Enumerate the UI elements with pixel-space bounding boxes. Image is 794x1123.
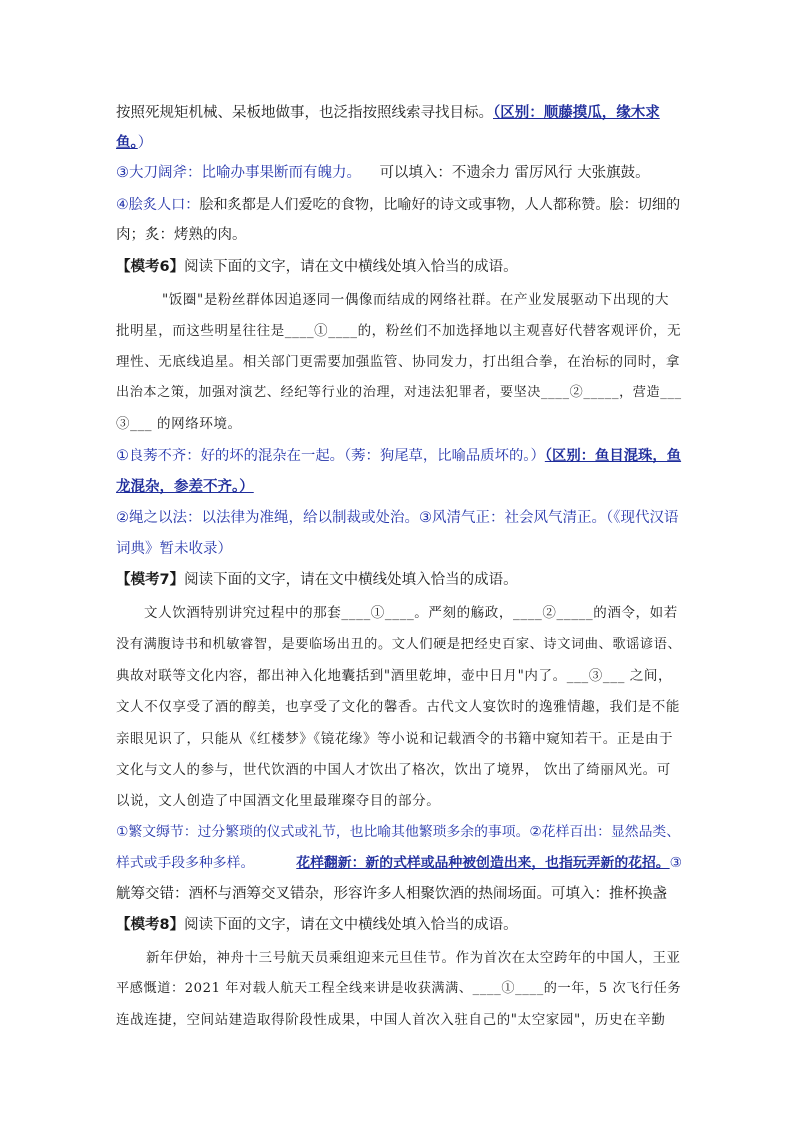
answer-line: 肉；炙：烤熟的肉。 [116,227,247,243]
question-label: 【模考6】 [116,259,185,275]
distinction-note: 龙混杂，参差不齐。） [116,479,254,495]
answer-line: 觥筹交错：酒杯与酒筹交叉错杂，形容许多人相聚饮酒的热闹场面。可填入：推杯换盏 [116,886,667,902]
distinction-note: （区别：鱼目混珠，鱼 [544,448,682,464]
text-line: 鱼。） [116,135,153,151]
passage-line: 亲眼见识了，只能从《红楼梦》《镜花缘》等小说和记载酒令的书籍中窥知若干。正是由于 [116,731,674,747]
text-line: 按照死规矩机械、呆板地做事，也泛指按照线索寻找目标。（区别：顺藤摸瓜，缘木求 [116,105,660,121]
passage-line: 文化与文人的参与，世代饮酒的中国人才饮出了格次，饮出了境界， 饮出了绮丽风光。可 [116,762,671,778]
question-heading: 【模考6】阅读下面的文字，请在文中横线处填入恰当的成语。 [116,259,518,275]
question-label: 【模考7】 [116,572,185,588]
passage-line: ③___ 的网络环境。 [116,416,242,432]
answer-line: ①良莠不齐：好的坏的混杂在一起。（莠：狗尾草，比喻品质坏的。）（区别：鱼目混珠，鱼 [116,448,682,464]
passage-line: 批明星，而这些明星往往是____①____的，粉丝们不加选择地以主观喜好代替客观评价，无 [116,323,682,339]
passage-line: 文人饮酒特别讲究过程中的那套____①____。严刻的觞政，____②_____的酒令，如若 [144,605,678,621]
distinction-note: （区别：顺藤摸瓜，缘木求 [493,105,660,121]
answer-line: ①繁文缛节：过分繁琐的仪式或礼节，也比喻其他繁琐多余的事项。②花样百出：显然品类、 [116,824,681,840]
question-heading: 【模考7】阅读下面的文字，请在文中横线处填入恰当的成语。 [116,572,518,588]
passage-line: 理性、无底线追星。相关部门更需要加强监管、协同发力，打出组合拳，在治标的同时，拿 [116,354,680,370]
distinction-note: 花样翻新：新的式样或品种被创造出来，也指玩弄新的花招。 [296,855,670,871]
passage-line: 以说，文人创造了中国酒文化里最璀璨夺目的部分。 [116,793,441,809]
answer-line: 词典》暂未收录） [116,541,232,557]
question-heading: 【模考8】阅读下面的文字，请在文中横线处填入恰当的成语。 [116,917,518,933]
passage-line: 典故对联等文化内容，都出神入化地囊括到"酒里乾坤，壶中日月"内了。___③___ 之间， [116,668,673,684]
passage-line: 平感慨道：2021 年对载人航天工程全线来讲是收获满满、____①____的一年，5 次飞行任务 [116,981,682,996]
answer-line: ②绳之以法：以法律为准绳，给以制裁或处治。③风清气正：社会风气清正。（《现代汉语 [116,510,679,526]
answer-line: ④脍炙人口：脍和炙都是人们爱吃的食物，比喻好的诗文或事物，人人都称赞。脍：切细的 [116,197,681,213]
passage-line: 没有满腹诗书和机敏睿智，是要临场出丑的。文人们硬是把经史百家、诗文词曲、歌谣谚语、 [116,637,682,652]
passage-line: 出治本之策，加强对演艺、经纪等行业的治理，对违法犯罪者，要坚决____②_____，营造___ [116,385,682,400]
passage-line: 文人不仅享受了酒的醇美，也享受了文化的馨香。古代文人宴饮时的逸雅情趣，我们是不能 [116,699,680,715]
passage-line: "饭圈"是粉丝群体因追逐同一偶像而结成的网络社群。在产业发展驱动下出现的大 [162,292,670,308]
passage-line: 连战连捷，空间站建造取得阶段性成果，中国人首次入驻自己的"太空家园"，历史在辛勤 [116,1012,666,1028]
distinction-note: 鱼。 [116,135,138,151]
answer-line [116,478,254,496]
answer-line: ③大刀阔斧：比喻办事果断而有魄力。 可以填入：不遗余力 雷厉风行 大张旗鼓。 [116,165,650,181]
passage-line: 新年伊始，神舟十三号航天员乘组迎来元旦佳节。作为首次在太空跨年的中国人，王亚 [146,950,681,966]
question-label: 【模考8】 [116,917,185,933]
answer-line: 样式或手段多种多样。 花样翻新：新的式样或品种被创造出来，也指玩弄新的花招。③ [116,855,683,871]
